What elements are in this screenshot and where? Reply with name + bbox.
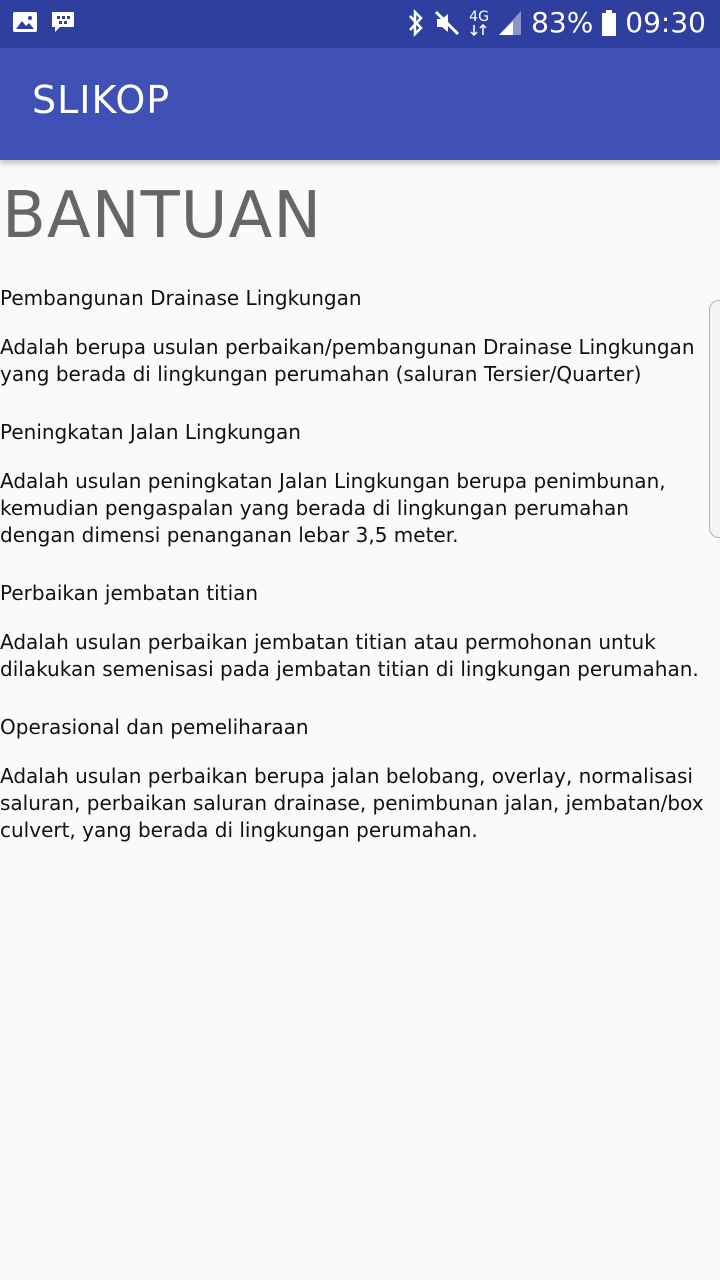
- bbm-icon: [50, 10, 76, 34]
- signal-icon: [497, 9, 523, 37]
- page-title: BANTUAN: [2, 179, 323, 253]
- gallery-icon: [12, 10, 38, 34]
- mute-icon: [433, 9, 461, 37]
- section-heading-drainase: Pembangunan Drainase Lingkungan: [0, 286, 362, 310]
- section-body-operasional: Adalah usulan perbaikan berupa jalan belobang, overlay, normalisasi saluran, perbaikan saluran drainase, penimbunan jalan, jembatan/box culvert, yang berada di lingkungan perumahan.: [0, 764, 704, 842]
- app-title: SLIKOP: [32, 78, 171, 122]
- battery-percent: 83%: [531, 6, 594, 39]
- section-body-drainase: Adalah berupa usulan perbaikan/pembangunan Drainase Lingkungan yang berada di lingkungan perumahan (saluran Tersier/Quarter): [0, 335, 695, 386]
- status-bar: [0, 0, 720, 48]
- battery-icon: [601, 9, 617, 37]
- section-heading-operasional: Operasional dan pemeliharaan: [0, 715, 309, 739]
- section-heading-jalan: Peningkatan Jalan Lingkungan: [0, 420, 301, 444]
- status-right-icons: [407, 6, 706, 39]
- section-heading-jembatan: Perbaikan jembatan titian: [0, 581, 259, 605]
- edge-panel-handle[interactable]: [709, 300, 720, 538]
- network-4g-icon: [469, 10, 489, 36]
- section-body-jalan: Adalah usulan peningkatan Jalan Lingkungan berupa penimbunan, kemudian pengaspalan yang berada di lingkungan perumahan dengan dimensi penanganan lebar 3,5 meter.: [0, 469, 666, 547]
- section-body-jembatan: Adalah usulan perbaikan jembatan titian atau permohonan untuk dilakukan semenisasi pada jembatan titian di lingkungan perumahan.: [0, 630, 699, 681]
- help-content: [0, 160, 716, 844]
- status-left-icons: [12, 10, 76, 34]
- clock: 09:30: [625, 6, 706, 39]
- app-bar: [0, 48, 720, 160]
- network-label: 4G: [469, 8, 489, 25]
- bluetooth-icon: [407, 8, 425, 38]
